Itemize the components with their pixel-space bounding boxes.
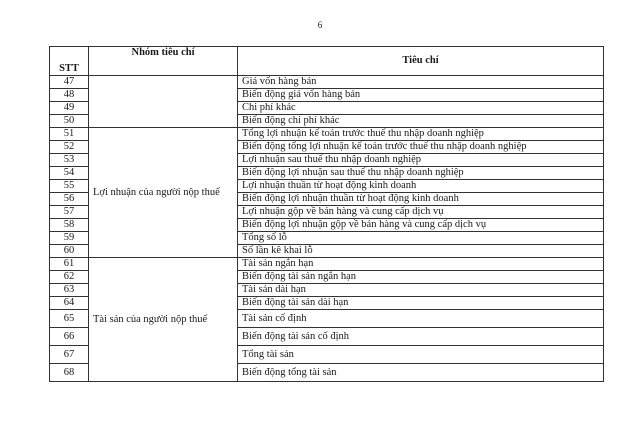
group-profit: Lợi nhuận của người nộp thuế	[89, 128, 238, 258]
page-number: 6	[317, 20, 323, 30]
row-stt: 65	[50, 310, 89, 328]
row-criteria: Biến động lợi nhuận thuần từ hoạt động kinh doanh	[238, 193, 604, 206]
group-assets: Tài sản của người nộp thuế	[89, 258, 238, 382]
row-criteria: Tổng tài sản	[238, 346, 604, 364]
row-criteria: Tổng lợi nhuận kế toán trước thuế thu nhập doanh nghiệp	[238, 128, 604, 141]
header-stt: STT	[50, 47, 89, 76]
row-stt: 66	[50, 328, 89, 346]
row-stt: 51	[50, 128, 89, 141]
row-stt: 64	[50, 297, 89, 310]
row-criteria: Tài sản ngắn hạn	[238, 258, 604, 271]
table-row	[50, 76, 604, 89]
table-row	[50, 258, 604, 271]
row-criteria: Biến động giá vốn hàng bán	[238, 89, 604, 102]
row-criteria: Biến động tài sản cố định	[238, 328, 604, 346]
row-stt: 58	[50, 219, 89, 232]
row-criteria: Lợi nhuận gộp về bán hàng và cung cấp dịch vụ	[238, 206, 604, 219]
table-row	[50, 128, 604, 141]
row-stt: 48	[50, 89, 89, 102]
row-criteria: Lợi nhuận thuần từ hoạt động kinh doanh	[238, 180, 604, 193]
row-criteria: Chi phí khác	[238, 102, 604, 115]
row-stt: 54	[50, 167, 89, 180]
row-criteria: Biến động lợi nhuận gộp về bán hàng và cung cấp dịch vụ	[238, 219, 604, 232]
row-stt: 57	[50, 206, 89, 219]
row-criteria: Lợi nhuận sau thuế thu nhập doanh nghiệp	[238, 154, 604, 167]
row-stt: 50	[50, 115, 89, 128]
row-criteria: Biến động tổng tài sản	[238, 364, 604, 382]
row-criteria: Biến động tổng lợi nhuận kế toán trước thuế thu nhập doanh nghiệp	[238, 141, 604, 154]
header-criteria: Tiêu chí	[238, 47, 604, 76]
row-stt: 56	[50, 193, 89, 206]
row-criteria: Số lần kê khai lỗ	[238, 245, 604, 258]
row-stt: 60	[50, 245, 89, 258]
row-stt: 67	[50, 346, 89, 364]
row-stt: 59	[50, 232, 89, 245]
row-stt: 61	[50, 258, 89, 271]
row-stt: 63	[50, 284, 89, 297]
row-criteria: Biến động chi phí khác	[238, 115, 604, 128]
criteria-table	[49, 46, 604, 382]
row-stt: 49	[50, 102, 89, 115]
row-stt: 52	[50, 141, 89, 154]
row-criteria: Biến động lợi nhuận sau thuế thu nhập doanh nghiệp	[238, 167, 604, 180]
row-criteria: Tài sản cố định	[238, 310, 604, 328]
row-stt: 55	[50, 180, 89, 193]
row-stt: 68	[50, 364, 89, 382]
row-criteria: Tổng số lỗ	[238, 232, 604, 245]
row-stt: 47	[50, 76, 89, 89]
table-header-row	[50, 47, 604, 76]
row-stt: 53	[50, 154, 89, 167]
row-criteria: Biến động tài sản ngắn hạn	[238, 271, 604, 284]
row-criteria: Giá vốn hàng bán	[238, 76, 604, 89]
group-cell-blank	[89, 76, 238, 128]
row-criteria: Biến động tài sản dài hạn	[238, 297, 604, 310]
row-stt: 62	[50, 271, 89, 284]
row-criteria: Tài sản dài hạn	[238, 284, 604, 297]
header-group: Nhóm tiêu chí	[89, 47, 238, 76]
